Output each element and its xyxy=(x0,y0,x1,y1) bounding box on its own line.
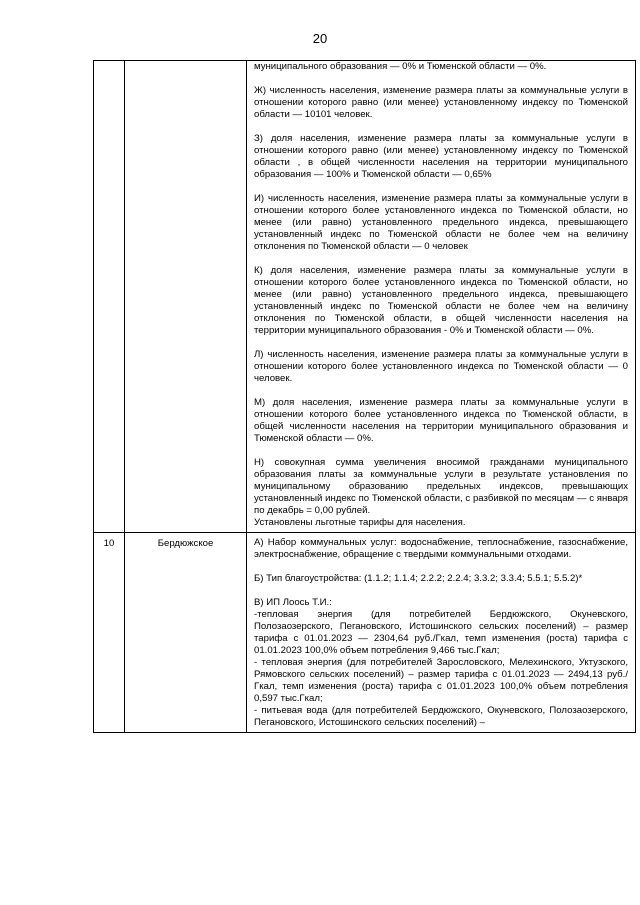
municipality-name: Бердюжское xyxy=(125,533,247,733)
indicators-cell xyxy=(247,533,636,733)
paragraph-l: Л) численность населения, изменение размера платы за коммунальные услуги в отношении которого более установленного индекса по Тюменской области — 0 человек. xyxy=(254,349,628,384)
table-row-previous xyxy=(94,61,636,533)
row-number: 10 xyxy=(94,533,125,733)
paragraph-i: И) численность населения, изменение размера платы за коммунальные услуги в отношении которого более установленного индекса по Тюменской области, но менее (или равно) установленного предельного индекса, превышающего установленный индекс по Тюменской области не более чем на величину отклонения по Тюменской области — 0 человек xyxy=(254,193,628,252)
paragraph-continuation: муниципального образования — 0% и Тюменской области — 0%. xyxy=(254,61,547,72)
municipality-cell xyxy=(125,61,247,533)
paragraph-n: Н) совокупная сумма увеличения вносимой гражданами муниципального образования платы за коммунальные услуги в результате установления по муниципальному образованию предельных индексов, превышающих установленный индекс по Тюменской области, с разбивкой по месяцам — с января по декабрь = 0,00 рублей. Установлены льготные тарифы для населения. xyxy=(254,457,628,528)
indicators-cell xyxy=(247,61,636,533)
paragraph-b: Б) Тип благоустройства: (1.1.2; 1.1.4; 2.2.2; 2.2.4; 3.3.2; 3.3.4; 5.5.1; 5.5.2)* xyxy=(254,573,583,584)
paragraph-z: З) доля населения, изменение размера платы за коммунальные услуги в отношении которого равно (или менее) установленному индексу по Тюменской области , в общей численности населения на территории муниципального образования — 100% и Тюменской области — 0,65% xyxy=(254,133,628,180)
row-number-cell xyxy=(94,61,125,533)
table-row-10 xyxy=(94,533,636,733)
page-number: 20 xyxy=(312,31,328,46)
paragraph-m: М) доля населения, изменение размера платы за коммунальные услуги в отношении которого более установленного индекса по Тюменской области, в общей численности населения на территории муниципального образования и Тюменской области — 0%. xyxy=(254,397,628,444)
paragraph-a: А) Набор коммунальных услуг: водоснабжение, теплоснабжение, газоснабжение, электроснабжение, обращение с твердыми коммунальными отходами. xyxy=(254,537,628,560)
paragraph-zh: Ж) численность населения, изменение размера платы за коммунальные услуги в отношении которого равно (или менее) установленному индексу по Тюменской области — 10101 человек. xyxy=(254,85,628,120)
paragraph-k: К) доля населения, изменение размера платы за коммунальные услуги в отношении которого более установленного индекса по Тюменской области, но менее (или равно) установленного предельного индекса, превышающего установленный индекс по Тюменской области не более чем на величину отклонения по Тюменской области, в общей численности населения на территории муниципального образования - 0% и Тюменской области — 0%. xyxy=(254,265,628,336)
tariff-table xyxy=(93,60,636,733)
paragraph-v: В) ИП Лоось Т.И.: -тепловая энергия (для потребителей Бердюжского, Окуневского, Полозаозерского, Пегановского, Истошинского сельских поселений) – размер тарифа с 01.01.2023 — 2304,64 руб./Гкал, темп изменения (роста) тарифа с 01.01.2023 100,0% объем потребления 9,466 тыс.Гкал; - тепловая энергия (для потребителей Зарословского, Мелехинского, Уктузского, Рямовского сельских поселений) – размер тарифа с 01.01.2023 — 2494,13 руб./Гкал, темп изменения (роста) тарифа с 01.01.2023 100,0% объем потребления 0,597 тыс.Гкал; - питьевая вода (для потребителей Бердюжского, Окуневского, Полозаозерского, Пегановского, Истошинского сельских поселений) – xyxy=(254,597,628,728)
